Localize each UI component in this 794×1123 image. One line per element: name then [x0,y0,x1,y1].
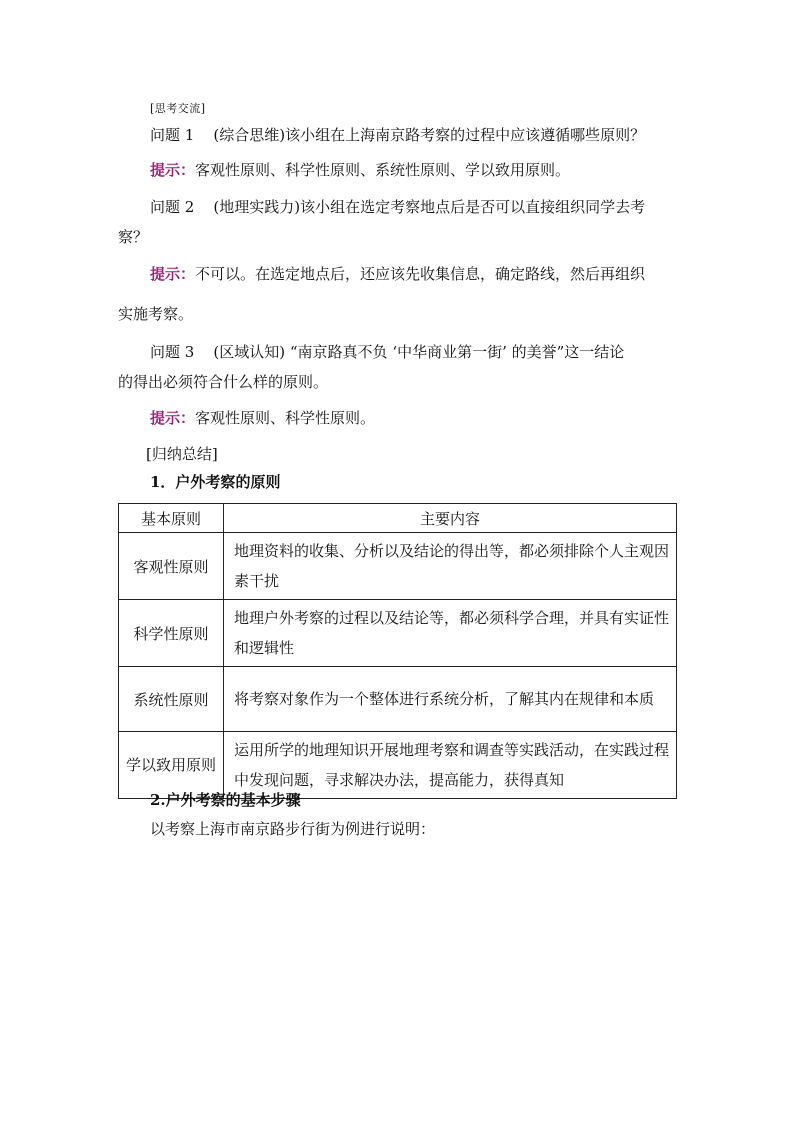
question-tag: (综合思维) [213,126,286,144]
answer-1 [150,159,570,181]
table-header: 主要内容 [224,504,677,533]
answer-2-cont: 实施考察。 [118,305,194,323]
principle-name: 系统性原则 [119,667,224,732]
summary-label: [归纳总结] [146,445,218,463]
question-number: 问题 1 [150,126,195,144]
question-2 [150,196,645,218]
section-2-intro: 以考察上海市南京路步行街为例进行说明： [150,820,436,838]
question-text: 该小组在选定考察地点后是否可以直接组织同学去考 [300,198,646,216]
question-text: “南京路真不负 ‘中华商业第一街’ 的美誉”这一结论 [289,343,625,361]
principle-content: 运用所学的地理知识开展地理考察和调查等实践活动，在实践过程中发现问题，寻求解决办法，提高能力，获得真知 [224,732,677,799]
section-1-title: 1．户外考察的原则 [150,473,281,491]
hint-label: 提示： [150,265,196,283]
answer-3 [150,407,375,429]
principle-name: 学以致用原则 [125,756,216,774]
table-row [119,600,677,667]
table-row [119,533,677,600]
question-3 [150,341,624,363]
question-number: 问题 3 [150,343,195,361]
question-3-cont: 的得出必须符合什么样的原则。 [118,373,329,391]
answer-2 [150,263,645,285]
principle-content: 地理户外考察的过程以及结论等，都必须科学合理，并具有实证性和逻辑性 [224,600,677,667]
answer-text: 客观性原则、科学性原则、系统性原则、学以致用原则。 [195,161,571,179]
hint-label: 提示： [150,409,196,427]
question-text: 该小组在上海南京路考察的过程中应该遵循哪些原则？ [285,126,646,144]
answer-text: 客观性原则、科学性原则。 [195,409,376,427]
principle-content: 地理资料的收集、分析以及结论的得出等，都必须排除个人主观因素干扰 [224,533,677,600]
question-number: 问题 2 [150,198,195,216]
question-tag: (区域认知) [213,343,286,361]
table-header-row [119,504,677,533]
section-2-title: 2.户外考察的基本步骤 [150,791,301,809]
table-row [119,667,677,732]
question-tag: (地理实践力) [213,198,301,216]
principle-content: 将考察对象作为一个整体进行系统分析，了解其内在规律和本质 [224,667,677,732]
question-2-cont: 察？ [118,228,149,246]
answer-text: 不可以。在选定地点后，还应该先收集信息，确定路线，然后再组织 [195,265,646,283]
table-header: 基本原则 [119,504,224,533]
principles-table [118,503,677,799]
question-1 [150,124,645,146]
principle-name: 客观性原则 [119,533,224,600]
hint-label: 提示： [150,161,196,179]
think-exchange-label: [思考交流] [150,102,206,115]
principle-name: 科学性原则 [119,600,224,667]
